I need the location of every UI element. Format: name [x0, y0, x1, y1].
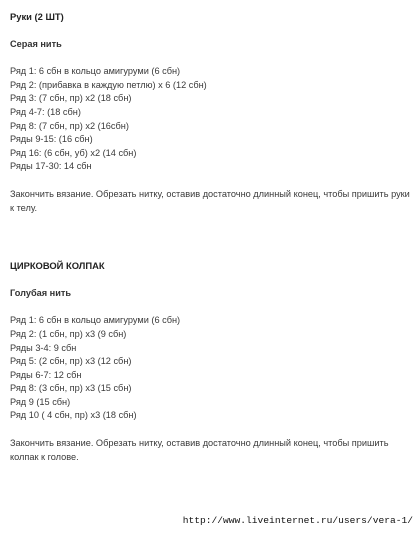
source-url-watermark: http://www.liveinternet.ru/users/vera-1/: [182, 515, 413, 527]
row-list-arms: [10, 65, 412, 174]
row-list-hat: [10, 314, 412, 423]
pattern-row: Ряд 4-7: (18 сбн): [10, 106, 81, 117]
spacer: [10, 273, 412, 287]
pattern-row: Ряды 3-4: 9 сбн: [10, 342, 77, 353]
pattern-row: Ряды 17-30: 14 сбн: [10, 161, 92, 172]
spacer: [10, 215, 412, 259]
finish-instructions-hat: Закончить вязание. Обрезать нитку, оставив достаточно длинный конец, чтобы пришить колпак к голове.: [10, 438, 389, 462]
spacer: [10, 51, 412, 65]
finish-instructions-arms: Закончить вязание. Обрезать нитку, оставив достаточно длинный конец, чтобы пришить руки к телу.: [10, 188, 410, 213]
spacer: [10, 174, 412, 188]
pattern-row: Ряды 9-15: (16 сбн): [10, 134, 93, 145]
pattern-row: Ряды 6-7: 12 сбн: [10, 369, 82, 380]
pattern-row: Ряд 16: (6 сбн, уб) х2 (14 сбн): [10, 147, 137, 158]
spacer: [10, 300, 412, 314]
pattern-row: Ряд 8: (3 сбн, пр) х3 (15 сбн): [10, 383, 132, 394]
pattern-row: Ряд 1: 6 сбн в кольцо амигуруми (6 сбн): [10, 66, 181, 77]
pattern-row: Ряд 10 ( 4 сбн, пр) х3 (18 сбн): [10, 410, 137, 421]
document-page: [10, 10, 412, 464]
pattern-row: Ряд 9 (15 сбн): [10, 396, 71, 407]
section-title-arms: Руки (2 ШТ): [10, 11, 64, 22]
pattern-row: Ряд 5: (2 сбн, пр) х3 (12 сбн): [10, 356, 132, 367]
spacer: [10, 24, 412, 38]
pattern-row: Ряд 2: (1 сбн, пр) х3 (9 сбн): [10, 328, 127, 339]
pattern-row: Ряд 1: 6 сбн в кольцо амигуруми (6 сбн): [10, 315, 181, 326]
spacer: [10, 423, 412, 437]
pattern-row: Ряд 3: (7 сбн, пр) х2 (18 сбн): [10, 93, 132, 104]
yarn-color-gray: Серая нить: [10, 38, 62, 49]
pattern-row: Ряд 8: (7 сбн, пр) х2 (16сбн): [10, 120, 129, 131]
pattern-row: Ряд 2: (прибавка в каждую петлю) х 6 (12 сбн): [10, 79, 207, 90]
section-title-hat: ЦИРКОВОЙ КОЛПАК: [10, 260, 105, 272]
yarn-color-blue: Голубая нить: [10, 287, 72, 298]
